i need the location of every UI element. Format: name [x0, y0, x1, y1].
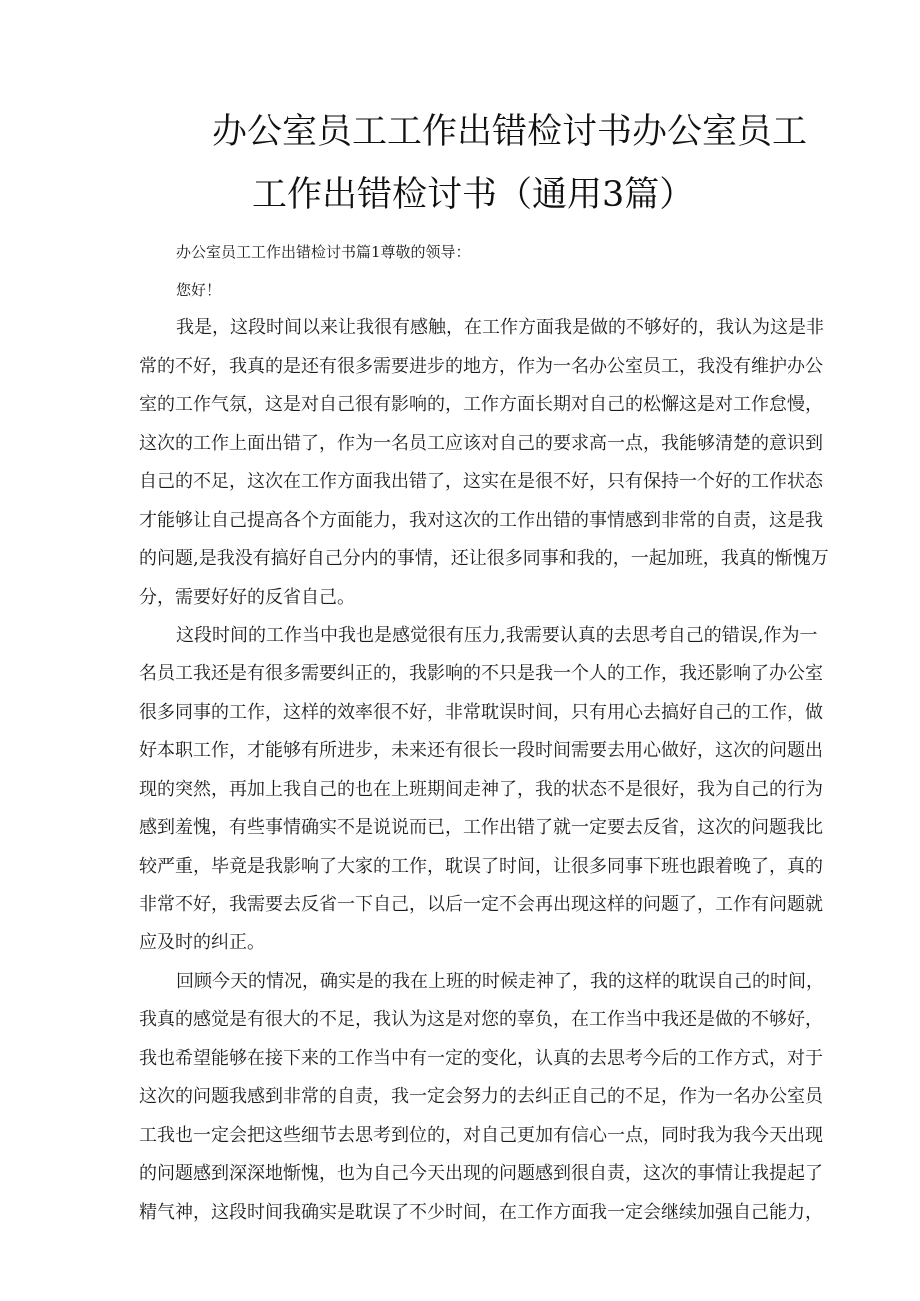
paragraph-2-line: 现的突然，再加上我自己的也在上班期间走神了，我的状态不是很好，我为自己的行为 [139, 779, 823, 800]
paragraph-1-line: 的问题,是我没有搞好自己分内的事情，还让很多同事和我的，一起加班，我真的惭愧万 [139, 548, 829, 569]
paragraph-1-line: 常的不好，我真的是还有很多需要进步的地方，作为一名办公室员工，我没有维护办公 [139, 356, 823, 377]
greeting: 您好！ [176, 281, 222, 299]
paragraph-1-line: 我是，这段时间以来让我很有感触，在工作方面我是做的不够好的，我认为这是非 [176, 317, 824, 338]
paragraph-2-line: 非常不好，我需要去反省一下自己，以后一定不会再出现这样的问题了，工作有问题就 [139, 894, 823, 915]
paragraph-2-line: 这段时间的工作当中我也是感觉很有压力,我需要认真的去思考自己的错误,作为一 [176, 625, 818, 646]
paragraph-3-line: 工我也一定会把这些细节去思考到位的，对自己更加有信心一点，同时我为我今天出现 [139, 1125, 823, 1146]
paragraph-2-line: 较严重，毕竟是我影响了大家的工作，耽误了时间，让很多同事下班也跟着晚了，真的 [139, 856, 823, 877]
paragraph-3-line: 这次的问题我感到非常的自责，我一定会努力的去纠正自己的不足，作为一名办公室员 [139, 1086, 823, 1107]
paragraph-1-line: 室的工作气氛，这是对自己很有影响的，工作方面长期对自己的松懈这是对工作怠慢， [139, 394, 823, 415]
paragraph-2-line: 感到羞愧，有些事情确实不是说说而已，工作出错了就一定要去反省，这次的问题我比 [139, 817, 823, 838]
paragraph-3-line: 精气神，这段时间我确实是耽误了不少时间，在工作方面我一定会继续加强自己能力， [139, 1202, 823, 1223]
section-heading: 办公室员工工作出错检讨书篇1尊敬的领导： [176, 243, 471, 261]
paragraph-1-line: 才能够让自己提高各个方面能力，我对这次的工作出错的事情感到非常的自责，这是我 [139, 510, 823, 531]
paragraph-3-line: 回顾今天的情况，确实是的我在上班的时候走神了，我的这样的耽误自己的时间， [176, 971, 824, 992]
paragraph-1-line: 分，需要好好的反省自己。 [139, 587, 355, 608]
document-title-line-2: 工作出错检讨书（通用3篇） [252, 175, 695, 215]
paragraph-2-line: 应及时的纠正。 [139, 932, 265, 953]
paragraph-1-line: 这次的工作上面出错了，作为一名员工应该对自己的要求高一点，我能够清楚的意识到 [139, 433, 823, 454]
paragraph-2-line: 名员工我还是有很多需要纠正的，我影响的不只是我一个人的工作，我还影响了办公室 [139, 663, 823, 684]
document-title-line-1: 办公室员工工作出错检讨书办公室员工 [212, 112, 808, 152]
paragraph-3-line: 我也希望能够在接下来的工作当中有一定的变化，认真的去思考今后的工作方式，对于 [139, 1048, 823, 1069]
paragraph-3-line: 的问题感到深深地惭愧，也为自己今天出现的问题感到很自责，这次的事情让我提起了 [139, 1163, 823, 1184]
paragraph-3-line: 我真的感觉是有很大的不足，我认为这是对您的辜负，在工作当中我还是做的不够好， [139, 1009, 823, 1030]
paragraph-2-line: 很多同事的工作，这样的效率很不好，非常耽误时间，只有用心去搞好自己的工作，做 [139, 702, 823, 723]
paragraph-2-line: 好本职工作，才能够有所进步，未来还有很长一段时间需要去用心做好，这次的问题出 [139, 740, 823, 761]
paragraph-1-line: 自己的不足，这次在工作方面我出错了，这实在是很不好，只有保持一个好的工作状态 [139, 471, 823, 492]
